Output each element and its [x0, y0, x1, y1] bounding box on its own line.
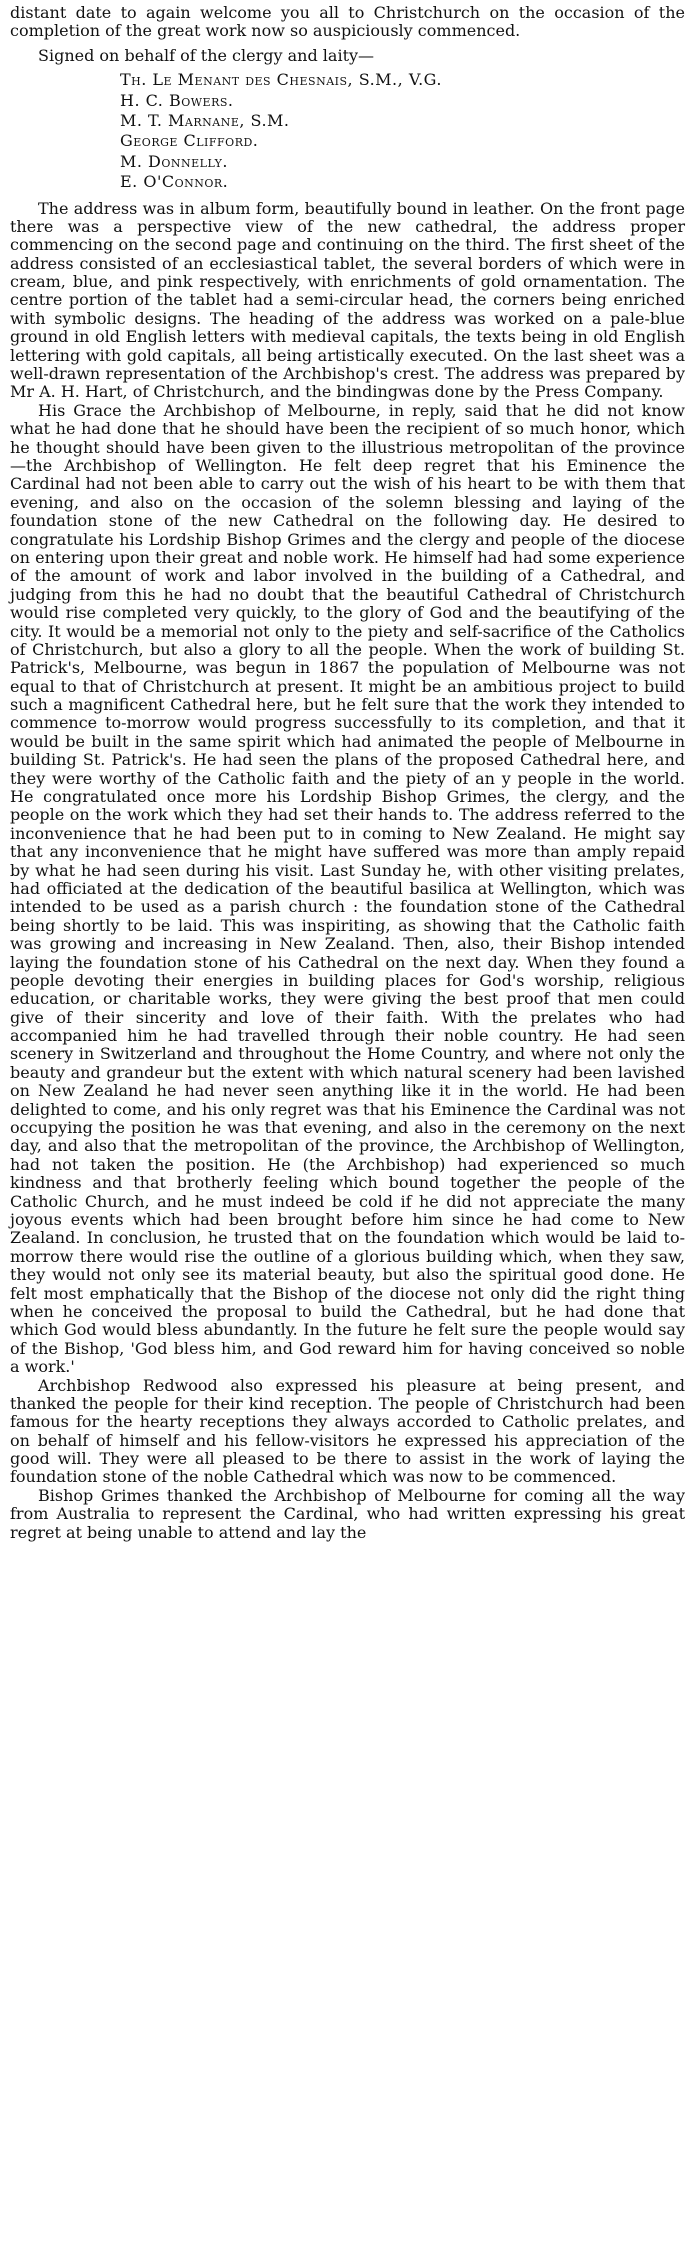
signatory-list: [120, 71, 685, 191]
signatory: M. Donnelly.: [120, 151, 228, 171]
signatory: M. T. Marnane, S.M.: [120, 110, 290, 130]
signatory: George Clifford.: [120, 131, 259, 151]
archbishop-melbourne-reply-paragraph: His Grace the Archbishop of Melbourne, in reply, said that he did not know what he had done that he should have been the recipient of so much honor, which he thought should have been given to the illustrious metropolitan of the province—the Archbishop of Wellington. He felt deep regret that his Eminence the Cardinal had not been able to carry out the wish of his heart to be with them that evening, and also on the occasion of the solemn blessing and laying of the foundation stone of the new Cathedral on the following day. He desired to congratulate his Lordship Bishop Grimes and the clergy and people of the diocese on entering upon their great and noble work. He himself had had some experience of the amount of work and labor involved in the building of a Cathedral, and judging from this he had no doubt that the beautiful Cathedral of Christchurch would rise completed very quickly, to the glory of God and the beautifying of the city. It would be a memorial not only to the piety and self-sacrifice of the Catholics of Christchurch, but also a glory to all the people. When the work of building St. Patrick's, Melbourne, was begun in 1867 the population of Melbourne was not equal to that of Christchurch at present. It might be an ambitious project to build such a magnificent Cathedral here, but he felt sure that the work they intended to commence to-morrow would progress successfully to its completion, and that it would be built in the same spirit which had animated the people of Melbourne in building St. Patrick's. He had seen the plans of the proposed Cathedral here, and they were worthy of the Catholic faith and the piety of an y people in the world. He congratulated once more his Lordship Bishop Grimes, the clergy, and the people on the work which they had set their hands to. The address referred to the inconvenience that he had been put to in coming to New Zealand. He might say that any inconvenience that he might have suffered was more than amply repaid by what he had seen during his visit. Last Sunday he, with other visiting prelates, had officiated at the dedication of the beautiful basilica at Wellington, which was intended to be used as a parish church : the foundation stone of the Cathedral being shortly to be laid. This was inspiriting, as showing that the Catholic faith was growing and increasing in New Zealand. Then, also, their Bishop intended laying the foundation stone of his Cathedral on the next day. When they found a people devoting their energies in building places for God's worship, religious education, or charitable works, they were giving the best proof that men could give of their sincerity and love of their faith. With the prelates who had accompanied him he had travelled through their noble country. He had seen scenery in Switzerland and throughout the Home Country, and where not only the beauty and grandeur but the extent with which natural scenery had been lavished on New Zealand he had never seen anything like it in the world. He had been delighted to come, and his only regret was that his Eminence the Cardinal was not occupying the position he was that evening, and also in the ceremony on the next day, and also that the metropolitan of the province, the Archbishop of Wellington, had not taken the position. He (the Archbishop) had experienced so much kindness and that brotherly feeling which bound together the people of the Catholic Church, and he must indeed be cold if he did not appreciate the many joyous events which had been brought before him since he had come to New Zealand. In conclusion, he trusted that on the foundation which would be laid to-morrow there would rise the outline of a glorious building which, when they saw, they would not only see its material beauty, but also the spiritual good done. He felt most emphatically that the Bishop of the diocese not only did the right thing when he conceived the proposal to build the Cathedral, but he had done that which God would bless abundantly. In the future he felt sure the people would say of the Bishop, 'God bless him, and God reward him for having conceived so noble a work.': [10, 400, 685, 1377]
bishop-grimes-paragraph: Bishop Grimes thanked the Archbishop of Melbourne for coming all the way from Australia to represent the Cardinal, who had written expressing his great regret at being unable to attend and lay the: [10, 1485, 685, 1542]
opening-paragraph: distant date to again welcome you all to Christchurch on the occasion of the completion of the great work now so auspiciously commenced.: [10, 3, 685, 41]
address-description-paragraph: The address was in album form, beautifully bound in leather. On the front page there was a perspective view of the new cathedral, the address proper commencing on the second page and continuing on the third. The first sheet of the address consisted of an ecclesiastical tablet, the several borders of which were in cream, blue, and pink respectively, with enrichments of gold ornamentation. The centre portion of the tablet had a semi-circular head, the corners being enriched with symbolic designs. The heading of the address was worked on a pale-blue ground in old English letters with medieval capitals, the texts being in old English lettering with gold capitals, all being artistically executed. On the last sheet was a well-drawn representation of the Archbishop's crest. The address was prepared by Mr A. H. Hart, of Christchurch, and the bindingwas done by the Press Company.: [10, 198, 685, 402]
signatory: E. O'Connor.: [120, 172, 229, 192]
signatory: Th. Le Menant des Chesnais, S.M., V.G.: [120, 70, 442, 90]
archbishop-redwood-paragraph: Archbishop Redwood also expressed his pleasure at being present, and thanked the people for their kind reception. The people of Christchurch had been famous for the hearty receptions they always accorded to Catholic prelates, and on behalf of himself and his fellow-visitors he expressed his appreciation of the good will. They were all pleased to be there to assist in the work of laying the foundation stone of the noble Cathedral which was now to be commenced.: [10, 1375, 685, 1487]
signed-intro: Signed on behalf of the clergy and laity—: [38, 45, 375, 65]
signatory: H. C. Bowers.: [120, 90, 234, 110]
